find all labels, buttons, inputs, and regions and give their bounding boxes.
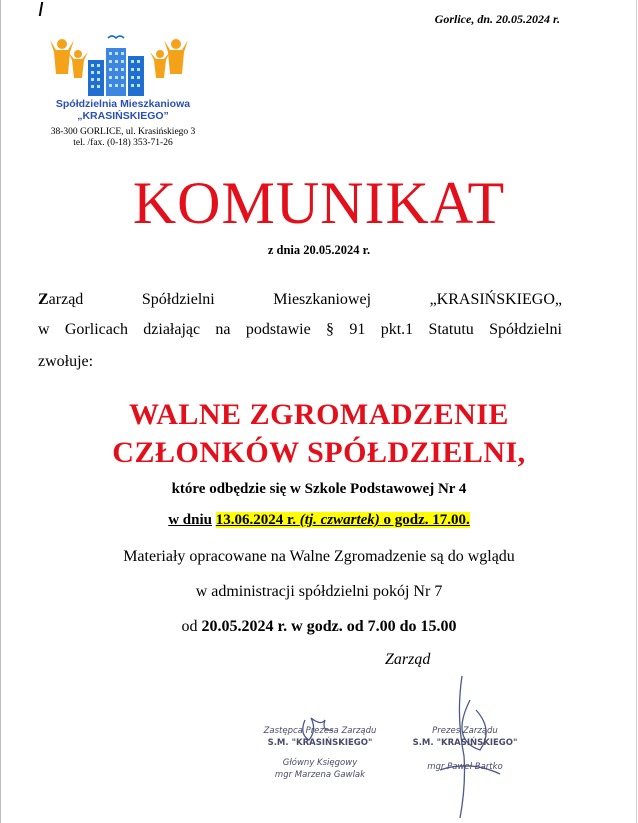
- meeting-location: które odbędzie się w Szkole Podstawowej Nr 4: [171, 481, 467, 497]
- stamp-right-org: S.M. "KRASIŃSKIEGO": [412, 738, 518, 748]
- meeting-time: o godz. 17.00.: [383, 512, 470, 528]
- intro-line1-text: arząd Spółdzielni Mieszkaniowej „KRASIŃSKIEGO„: [48, 291, 562, 308]
- materials-line1: Materiały opracowane na Walne Zgromadzenie są do wglądu: [123, 548, 515, 565]
- meeting-date: 13.06.2024 r.: [215, 512, 297, 528]
- stamp-left-role2: Główny Księgowy: [282, 758, 358, 768]
- stamp-president: [405, 725, 525, 773]
- stamp-left-role: Zastępca Prezesa Zarządu: [263, 726, 377, 736]
- headline-line1: WALNE ZGROMADZENIE: [129, 398, 509, 431]
- signoff: Zarząd: [385, 651, 431, 668]
- cooperative-name-line2: „KRASIŃSKIEGO”: [77, 110, 169, 122]
- stamp-left-org: S.M. "KRASIŃSKIEGO": [267, 738, 373, 748]
- headline-line2: CZŁONKÓW SPÓŁDZIELNI,: [112, 436, 526, 469]
- intro-line2: w Gorlicach działając na podstawie § 91 pkt.1 Statutu Spółdzielni: [38, 321, 562, 338]
- stamp-right-role: Prezes Zarządu: [432, 726, 498, 736]
- address-phone: tel. /fax. (0-18) 353-71-26: [73, 138, 173, 148]
- office-hours-value: 20.05.2024 r. w godz. od 7.00 do 15.00: [201, 618, 457, 635]
- materials-line2: w administracji spółdzielni pokój Nr 7: [195, 583, 443, 600]
- document-date: Gorlice, dn. 20.05.2024 r.: [434, 12, 560, 26]
- meeting-date-prefix: w dniu: [168, 512, 212, 528]
- document-title: KOMUNIKAT: [132, 170, 506, 236]
- address-line1: 38-300 GORLICE, ul. Krasińskiego 3: [50, 127, 196, 137]
- intro-first-letter: Z: [38, 291, 49, 308]
- cooperative-name-line1: Spółdzielnia Mieszkaniowa: [55, 98, 191, 110]
- stamp-left-person: mgr Marzena Gawlak: [274, 770, 366, 780]
- announcement-date: z dnia 20.05.2024 r.: [267, 243, 371, 257]
- office-hours-prefix: od: [181, 618, 198, 635]
- stamp-right-person: mgr Paweł Bartko: [427, 762, 503, 772]
- meeting-weekday: (tj. czwartek): [299, 512, 380, 528]
- stamp-vice-president: [250, 725, 390, 781]
- intro-line3: zwołuje:: [38, 353, 94, 370]
